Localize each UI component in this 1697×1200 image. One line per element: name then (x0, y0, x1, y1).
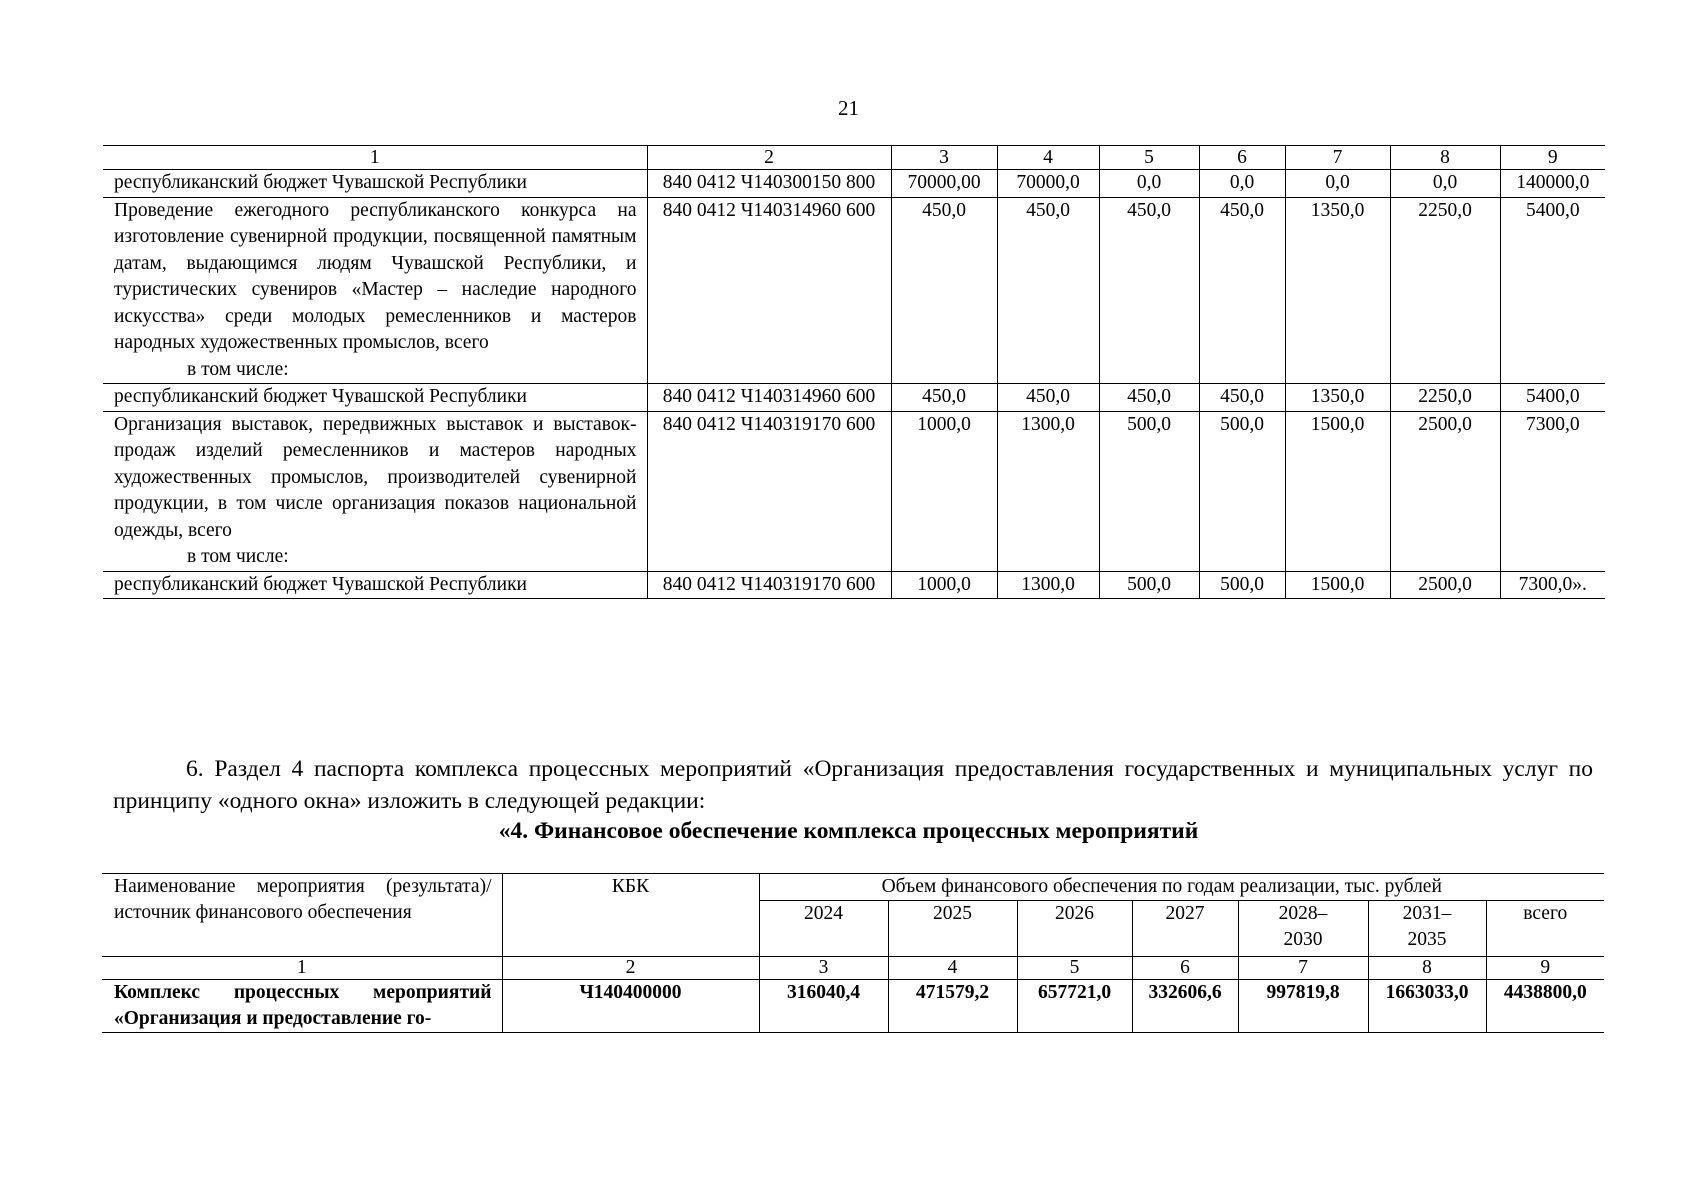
column-number: 2 (502, 957, 759, 980)
row-total: 5400,0 (1500, 197, 1605, 384)
row-value: 1663033,0 (1368, 980, 1486, 1033)
row-name-text: Организация выставок, передвижных выставок и выставок-продаж изделий ремесленников и мастеров народных художественных промыслов, производителей сувенирной продукции, в том числе организация показов национальной одежды, всего (114, 413, 637, 541)
row-value: 450,0 (1099, 384, 1199, 412)
row-value: 500,0 (1099, 571, 1199, 599)
table-row (102, 980, 1604, 1033)
header-name: Наименование мероприятия (результата)/источник финансового обеспечения (102, 874, 502, 957)
row-value: 1500,0 (1285, 411, 1390, 571)
row-value: 450,0 (1099, 197, 1199, 384)
header-row (102, 874, 1604, 901)
year-header: 2028–2030 (1238, 901, 1368, 957)
column-number: 7 (1238, 957, 1368, 980)
column-number: 9 (1486, 957, 1604, 980)
row-value: 657721,0 (1017, 980, 1132, 1033)
row-value: 70000,00 (891, 170, 997, 198)
column-number: 8 (1390, 146, 1500, 170)
row-value: 0,0 (1390, 170, 1500, 198)
row-value: 500,0 (1099, 411, 1199, 571)
column-number: 1 (103, 146, 647, 170)
section-title: «4. Финансовое обеспечение комплекса процессных мероприятий (498, 818, 1199, 844)
row-value: 70000,0 (997, 170, 1099, 198)
column-number: 3 (759, 957, 888, 980)
row-value: 2500,0 (1390, 411, 1500, 571)
row-value: 1000,0 (891, 411, 997, 571)
table-row (103, 571, 1605, 599)
row-value: 997819,8 (1238, 980, 1368, 1033)
year-header: 2025 (888, 901, 1017, 957)
year-header: 2024 (759, 901, 888, 957)
column-number: 4 (997, 146, 1099, 170)
row-total: 5400,0 (1500, 384, 1605, 412)
table-row (103, 384, 1605, 412)
row-total: 7300,0 (1500, 411, 1605, 571)
column-number: 3 (891, 146, 997, 170)
column-number: 7 (1285, 146, 1390, 170)
row-value: 500,0 (1199, 411, 1285, 571)
row-value: 1350,0 (1285, 197, 1390, 384)
row-value: 450,0 (891, 197, 997, 384)
row-name (103, 411, 647, 571)
row-value: 0,0 (1285, 170, 1390, 198)
row-name (103, 571, 647, 599)
row-name (103, 197, 647, 384)
row-value: 450,0 (997, 197, 1099, 384)
row-value: 471579,2 (888, 980, 1017, 1033)
column-number: 5 (1017, 957, 1132, 980)
row-value: 1300,0 (997, 411, 1099, 571)
year-header: 2026 (1017, 901, 1132, 957)
row-name (103, 170, 647, 198)
row-total: 140000,0 (1500, 170, 1605, 198)
year-header: 2031–2035 (1368, 901, 1486, 957)
row-value: 2250,0 (1390, 197, 1500, 384)
row-kbk: 840 0412 Ч140300150 800 (647, 170, 891, 198)
row-value: 450,0 (891, 384, 997, 412)
table-row (103, 170, 1605, 198)
row-name-text: Проведение ежегодного республиканского конкурса на изготовление сувенирной продукции, посвященной памятным датам, выдающимся людям Чувашской Республики, и туристических сувениров «Мастер – наследие народного искусства» среди молодых ремесленников и мастеров народных художественных промыслов, всего (114, 199, 637, 353)
row-kbk: 840 0412 Ч140319170 600 (647, 411, 891, 571)
column-number: 9 (1500, 146, 1605, 170)
row-name (103, 384, 647, 412)
column-number-row (103, 146, 1605, 170)
row-value: 332606,6 (1132, 980, 1238, 1033)
row-value: 1350,0 (1285, 384, 1390, 412)
row-value: 316040,4 (759, 980, 888, 1033)
column-number: 6 (1132, 957, 1238, 980)
row-value: 450,0 (1199, 197, 1285, 384)
row-kbk: 840 0412 Ч140314960 600 (647, 384, 891, 412)
funding-table-continued (103, 145, 1605, 599)
row-name: Комплекс процессных мероприятий «Организация и предоставление го- (102, 980, 502, 1033)
column-number: 4 (888, 957, 1017, 980)
column-number: 8 (1368, 957, 1486, 980)
row-name-text: республиканский бюджет Чувашской Республики (114, 386, 527, 407)
row-kbk: 840 0412 Ч140314960 600 (647, 197, 891, 384)
row-name-subtitle: в том числе: (187, 546, 289, 567)
row-value: 1000,0 (891, 571, 997, 599)
row-name-subtitle: в том числе: (187, 358, 289, 380)
column-number-row (102, 957, 1604, 980)
row-value: 1300,0 (997, 571, 1099, 599)
amendment-paragraph: 6. Раздел 4 паспорта комплекса процессных мероприятий «Организация предоставления государственных и муниципальных услуг по принципу «одного окна» изложить в следующей редакции: (113, 755, 1593, 814)
table-row (103, 197, 1605, 384)
table-row (103, 411, 1605, 571)
row-value: 1500,0 (1285, 571, 1390, 599)
financing-table (102, 873, 1604, 1033)
row-value: 2250,0 (1390, 384, 1500, 412)
year-header: всего (1486, 901, 1604, 957)
row-name-text: республиканский бюджет Чувашской Республики (114, 573, 527, 595)
row-value: 0,0 (1099, 170, 1199, 198)
header-kbk: КБК (502, 874, 759, 957)
row-value: 450,0 (997, 384, 1099, 412)
row-value: 2500,0 (1390, 571, 1500, 599)
year-header: 2027 (1132, 901, 1238, 957)
row-value: 450,0 (1199, 384, 1285, 412)
header-group: Объем финансового обеспечения по годам реализации, тыс. рублей (759, 874, 1604, 901)
column-number: 5 (1099, 146, 1199, 170)
page-number: 21 (838, 96, 859, 120)
row-kbk: Ч140400000 (502, 980, 759, 1033)
column-number: 2 (647, 146, 891, 170)
row-total: 4438800,0 (1486, 980, 1604, 1033)
row-kbk: 840 0412 Ч140319170 600 (647, 571, 891, 599)
row-total: 7300,0». (1500, 571, 1605, 599)
column-number: 6 (1199, 146, 1285, 170)
row-value: 500,0 (1199, 571, 1285, 599)
row-name-text: республиканский бюджет Чувашской Республики (114, 172, 527, 193)
column-number: 1 (102, 957, 502, 980)
row-value: 0,0 (1199, 170, 1285, 198)
